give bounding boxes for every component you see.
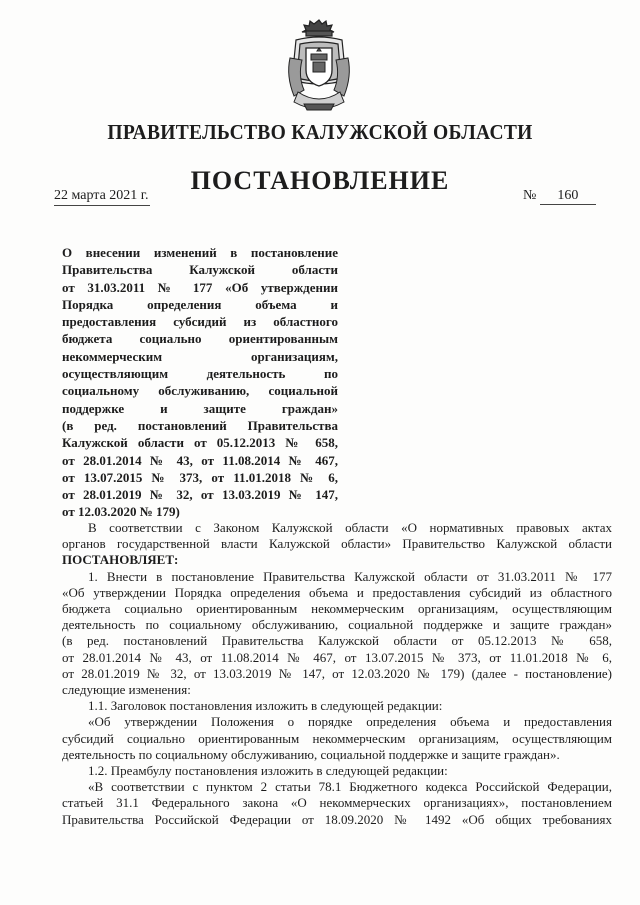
body-line: 1. Внести в постановление Правительства Калужской области от 31.03.2011 № 177 xyxy=(88,568,612,584)
resolves-keyword: ПОСТАНОВЛЯЕТ: xyxy=(62,552,179,568)
title-line: от 31.03.2011 № 177 «Об утверждении xyxy=(62,279,338,295)
title-line: предоставления субсидий из областного xyxy=(62,314,338,330)
title-line: Калужской области от 05.12.2013 № 658, xyxy=(62,435,338,451)
title-line: поддержке и защите граждан» xyxy=(62,400,338,416)
body-line: деятельность по социальному обслуживанию, социальной поддержке и защите граждан». xyxy=(62,746,560,762)
title-line: Порядка определения объема и xyxy=(62,296,338,312)
body-line: 1.1. Заголовок постановления изложить в следующей редакции: xyxy=(88,698,443,714)
title-line: (в ред. постановлений Правительства xyxy=(62,417,338,433)
title-line: от 12.03.2020 № 179) xyxy=(62,504,180,520)
body-line: деятельность по социальному обслуживанию, социальной поддержке и защите граждан» xyxy=(62,617,612,633)
title-line: от 13.07.2015 № 373, от 11.01.2018 № 6, xyxy=(62,469,338,485)
document-number xyxy=(523,188,596,205)
number-value: 160 xyxy=(540,188,596,205)
number-label: № xyxy=(523,188,537,203)
title-line: от 28.01.2019 № 32, от 13.03.2019 № 147, xyxy=(62,487,338,503)
coat-of-arms-emblem xyxy=(282,18,356,116)
body-line: бюджета социально ориентированным некоммерческим организациям, осуществляющим xyxy=(62,601,612,617)
body-line: статьей 31.1 Федерального закона «О некоммерческих организациях», постановлением xyxy=(62,795,612,811)
document-body xyxy=(62,520,612,828)
body-line: субсидий социально ориентированным некоммерческим организациям, осуществляющим xyxy=(62,730,612,746)
title-line: осуществляющим деятельность по xyxy=(62,366,338,382)
body-line: «В соответствии с пунктом 2 статьи 78.1 Бюджетного кодекса Российской Федерации, xyxy=(88,779,612,795)
body-line: «Об утверждении Порядка определения объема и предоставления субсидий из областного xyxy=(62,584,612,600)
title-line: Правительства Калужской области xyxy=(62,262,338,278)
title-line: некоммерческим организациям, xyxy=(62,348,338,364)
document-type-heading: ПОСТАНОВЛЕНИЕ xyxy=(190,166,450,195)
body-line: органов государственной власти Калужской области» Правительство Калужской области xyxy=(62,536,612,552)
body-line: от 28.01.2019 № 32, от 13.03.2019 № 147, от 12.03.2020 № 179) (далее - постановление) xyxy=(62,665,612,681)
body-line: следующие изменения: xyxy=(62,682,191,698)
body-line: (в ред. постановлений Правительства Калужской области от 05.12.2013 № 658, xyxy=(62,633,612,649)
body-line: «Об утверждении Положения о порядке определения объема и предоставления xyxy=(88,714,612,730)
document-date: 22 марта 2021 г. xyxy=(54,188,150,206)
body-line: от 28.01.2014 № 43, от 11.08.2014 № 467, от 13.07.2015 № 373, от 11.01.2018 № 6, xyxy=(62,649,612,665)
title-line: социальному обслуживанию, социальной xyxy=(62,383,338,399)
title-line: от 28.01.2014 № 43, от 11.08.2014 № 467, xyxy=(62,452,338,468)
body-line: 1.2. Преамбулу постановления изложить в следующей редакции: xyxy=(88,763,448,779)
body-line: В соответствии с Законом Калужской области «О нормативных правовых актах xyxy=(88,520,612,535)
body-line: Правительства Российской Федерации от 18.09.2020 № 1492 «Об общих требованиях xyxy=(62,811,612,827)
organization-title: ПРАВИТЕЛЬСТВО КАЛУЖСКОЙ ОБЛАСТИ xyxy=(107,120,533,144)
resolution-title xyxy=(62,244,338,521)
title-line: бюджета социально ориентированным xyxy=(62,331,338,347)
title-line: О внесении изменений в постановление xyxy=(62,245,338,260)
